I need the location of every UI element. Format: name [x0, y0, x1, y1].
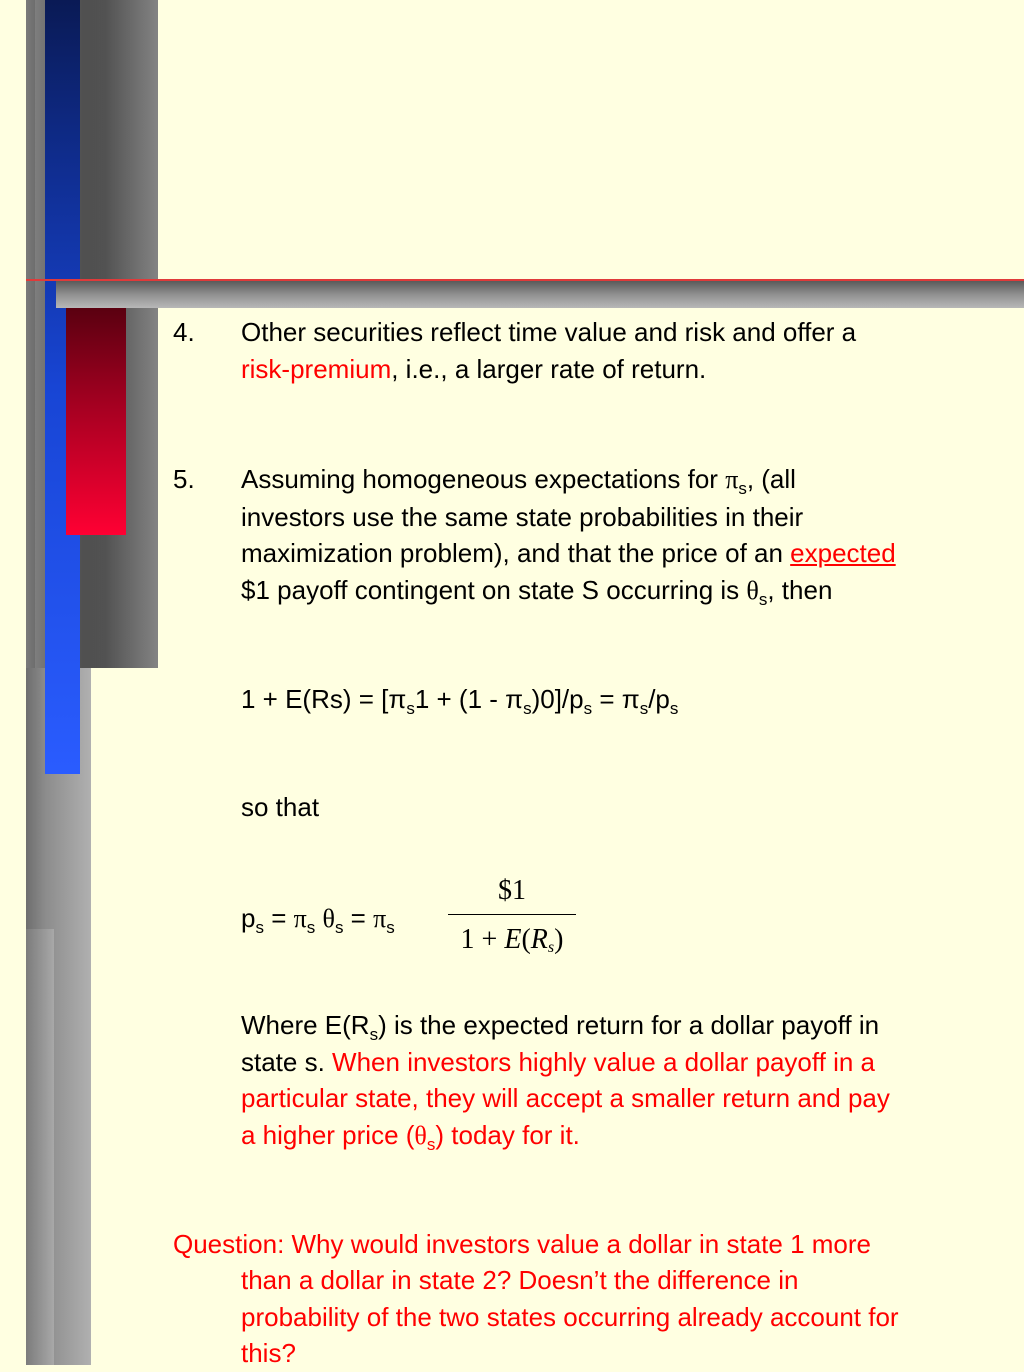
- eq1-part5: /p: [648, 684, 670, 714]
- price-fraction: [448, 872, 576, 957]
- subscript-s: s: [369, 1025, 379, 1044]
- item-5-line4: $1 payoff contingent on state S occurring is: [241, 574, 747, 605]
- subscript-s: s: [758, 589, 768, 609]
- subscript-s: s: [406, 699, 415, 718]
- where-line1-end: ) is the expected return for a dollar payoff in: [378, 1010, 880, 1040]
- denominator-open-paren: (: [521, 924, 531, 955]
- subscript-s: s: [334, 918, 344, 937]
- equation-price: [241, 900, 395, 938]
- item-4-line1: Other securities reflect time value and risk and offer a: [241, 317, 857, 347]
- subscript-s: s: [426, 1134, 436, 1154]
- fraction-rule: [448, 914, 576, 915]
- denominator-r-s: [531, 924, 554, 955]
- denominator-one-plus: 1 +: [460, 924, 505, 955]
- item-5-line4-end: , then: [767, 574, 833, 605]
- subscript-s: s: [547, 939, 555, 956]
- where-line4-end: ) today for it.: [435, 1119, 580, 1150]
- item-4-number: 4.: [173, 317, 195, 347]
- theta-symbol: θ: [322, 904, 335, 933]
- item-5-number: 5.: [173, 464, 195, 494]
- pi-symbol: π: [373, 904, 387, 933]
- where-line4: [241, 1119, 580, 1154]
- gray-thin-bar: [26, 929, 54, 1365]
- subscript-s: s: [386, 918, 395, 937]
- subscript-s: s: [639, 699, 649, 718]
- question-line1: Question: Why would investors value a dollar in state 1 more: [173, 1229, 872, 1259]
- eq2-p: p: [241, 903, 256, 933]
- subscript-s: s: [583, 699, 593, 718]
- item-4-line2: , i.e., a larger rate of return.: [391, 353, 707, 384]
- where-line1: Where E(R: [241, 1010, 370, 1040]
- where-line2-red: When investors highly value a dollar payoff in a: [332, 1046, 875, 1077]
- denominator-close-paren: ): [554, 924, 564, 955]
- where-line2-start: state s.: [241, 1046, 333, 1077]
- eq2-equals: =: [263, 903, 294, 933]
- item-5-text: [241, 461, 896, 609]
- eq1-part1: 1 + E(Rs) = [π: [241, 684, 407, 714]
- fraction-numerator: $1: [498, 875, 526, 906]
- pi-symbol: π: [725, 465, 739, 494]
- where-line4-start: a higher price (: [241, 1119, 415, 1150]
- theta-symbol: θ: [414, 1120, 427, 1150]
- fraction-denominator: [448, 923, 576, 957]
- subscript-s: s: [255, 918, 264, 937]
- eq1-part4: = π: [592, 684, 640, 714]
- subscript-s: s: [669, 699, 679, 718]
- expected-term: expected: [790, 538, 896, 568]
- subscript-s: s: [306, 918, 316, 937]
- eq1-part3: )0]/p: [531, 684, 584, 714]
- question-line3: probability of the two states occurring already account for: [241, 1301, 899, 1332]
- where-line3: particular state, they will accept a smaller return and pay: [241, 1083, 890, 1113]
- question-continuation: [241, 1262, 899, 1372]
- eq1-part2: 1 + (1 - π: [414, 684, 524, 714]
- item-5-line3: maximization problem), and that the price of an: [241, 538, 791, 568]
- item-5-line2: investors use the same state probabilities in their: [241, 501, 804, 532]
- item-5-line1: Assuming homogeneous expectations for: [241, 464, 726, 494]
- red-vertical-bar: [66, 308, 126, 535]
- so-that-text: so that: [241, 792, 320, 822]
- pi-symbol: π: [293, 904, 307, 933]
- gray-horizontal-bar: [56, 281, 1024, 308]
- question-line4: this?: [241, 1338, 296, 1368]
- equation-expected-return: [241, 681, 678, 718]
- subscript-s: s: [523, 699, 532, 718]
- item-5-line1-end: , (all: [746, 464, 796, 494]
- denominator-r: R: [530, 924, 548, 955]
- where-paragraph: [241, 1007, 890, 1154]
- subscript-s: s: [738, 479, 747, 498]
- eq2-equals: =: [343, 903, 374, 933]
- denominator-e: E: [504, 924, 522, 955]
- item-4-text: [241, 314, 856, 387]
- question-line2: than a dollar in state 2? Doesn’t the difference in: [241, 1265, 799, 1295]
- risk-premium-term: risk-premium: [241, 353, 392, 384]
- theta-symbol: θ: [746, 575, 759, 605]
